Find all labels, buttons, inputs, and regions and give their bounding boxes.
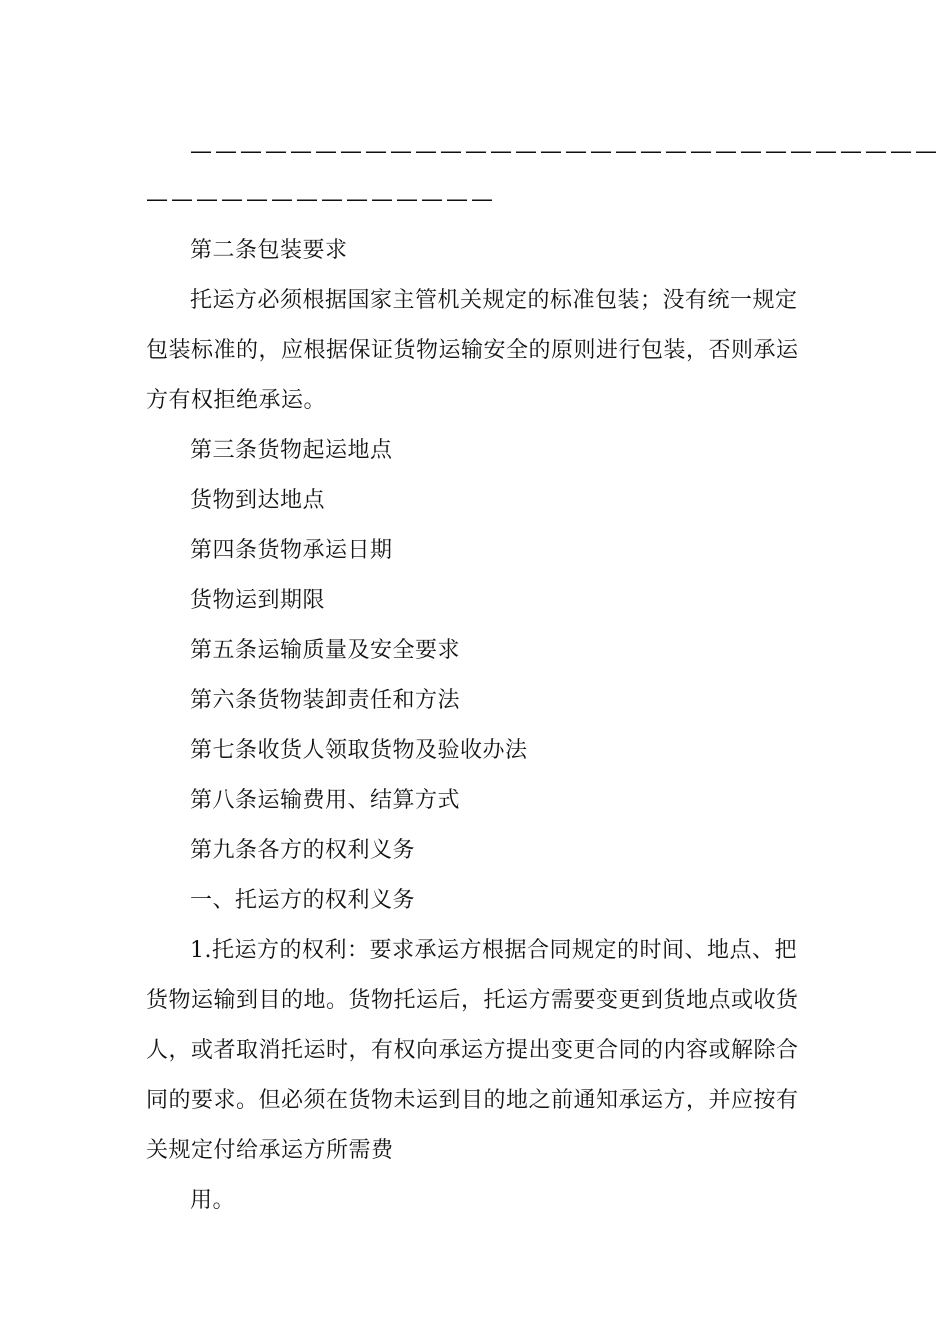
paragraph-line: 方有权拒绝承运。 (146, 388, 327, 413)
article-9-heading: 第九条各方的权利义务 (190, 838, 416, 863)
article-5-heading: 第五条运输质量及安全要求 (190, 638, 461, 663)
article-4-heading: 第四条货物承运日期 (190, 538, 393, 563)
article-3-heading: 第三条货物起运地点 (190, 438, 393, 463)
dash-rule-1: —————————————————————————————— (190, 139, 940, 164)
paragraph-line: 货物运输到目的地。货物托运后，托运方需要变更到货地点或收货 (146, 988, 799, 1013)
paragraph-line: 同的要求。但必须在货物未运到目的地之前通知承运方，并应按有 (146, 1088, 799, 1113)
paragraph-line: 包装标准的，应根据保证货物运输安全的原则进行包装，否则承运 (146, 338, 799, 363)
dash-rule-2: —————————————— (146, 187, 496, 212)
delivery-deadline-line: 货物运到期限 (190, 588, 326, 613)
article-7-heading: 第七条收货人领取货物及验收办法 (190, 738, 528, 763)
article-6-heading: 第六条货物装卸责任和方法 (190, 688, 461, 713)
paragraph-line: 用。 (190, 1188, 236, 1213)
paragraph-line: 托运方必须根据国家主管机关规定的标准包装；没有统一规定 (190, 288, 798, 313)
article-8-heading: 第八条运输费用、结算方式 (190, 788, 461, 813)
section-1-heading: 一、托运方的权利义务 (190, 888, 416, 913)
destination-line: 货物到达地点 (190, 488, 326, 513)
paragraph-line: 关规定付给承运方所需费 (146, 1138, 394, 1163)
article-2-heading: 第二条包装要求 (190, 238, 348, 263)
paragraph-line: 1.托运方的权利：要求承运方根据合同规定的时间、地点、把 (190, 938, 797, 963)
paragraph-line: 人，或者取消托运时，有权向承运方提出变更合同的内容或解除合 (146, 1038, 799, 1063)
